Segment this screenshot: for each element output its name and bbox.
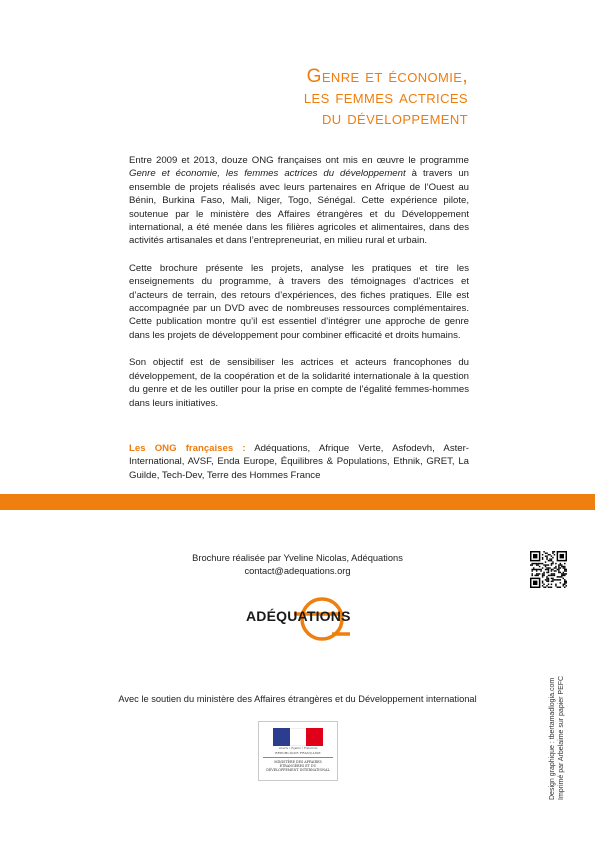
logo-text: ADÉQUATIONS [246,608,351,624]
ministry-name: MINISTÈRE DES AFFAIRES ÉTRANGÈRES ET DU DÉVELOPPEMENT INTERNATIONAL [263,757,333,772]
flag-blue [273,728,290,746]
republic-motto: Liberté • Égalité • Fraternité [278,747,318,750]
print-credit: Imprimé par Arbelaime sur papier PEFC [558,675,565,800]
ministry-logo [258,721,338,781]
paragraph-objective: Son objectif est de sensibiliser les actrices et acteurs francophones du développement, de la coopération et de la solidarité internationale à la question du genre et de les outiller pour la prise en compte de l’égalité femmes-hommes dans leurs initiatives. [129,357,469,409]
paragraph-intro-end: à travers un ensemble de projets réalisés avec leurs partenaires en Afrique de l’Ouest au Bénin, Burkina Faso, Mali, Niger, Togo, Sénégal. Cette expérience pilote, soutenue par le ministère des Affaires étrangères et du Développement international, a été menée dans les filières agricoles et alimentaires, dans des activités artisanales et dans l’entrepreneuriat, en milieu rural et urbain. [129,168,469,247]
flag-red [306,728,323,746]
paragraph-brochure: Cette brochure présente les projets, analyse les pratiques et tire les enseignements du programme, à travers des témoignages d’actrices et d’acteurs de terrain, des retours d’expériences, des fiches pratiques. Elle est accompagnée par un DVD avec de nombreuses ressources complémentaires. Cette publication montre qu’il est essentiel d’intégrer une approche de genre dans les projets de développement pour combiner efficacité et droits humains. [129,262,469,341]
design-credit: Design graphique : tbertamadlogia.com [549,677,556,800]
page-title [304,66,468,129]
title-line-2: les femmes actrices [303,87,468,108]
qr-code-icon[interactable] [530,551,567,588]
ong-names: Adéquations, Afrique Verte, Asfodevh, Aster-International, AVSF, Enda Europe, Équilibres & Populations, Ethnik, GRET, La Guilde, Tech-Dev, Terre des Hommes France [129,442,470,481]
body-text [129,154,469,496]
adequations-logo [240,592,356,644]
republic-name: RÉPUBLIQUE FRANÇAISE [275,751,321,755]
support-statement: Avec le soutien du ministère des Affaires étrangères et du Développement international [118,694,477,704]
vertical-credits [548,660,565,800]
orange-divider-band [0,494,595,510]
paragraph-intro-start: Entre 2009 et 2013, douze ONG françaises ont mis en œuvre le programme [129,155,469,166]
french-flag-icon [273,728,323,746]
contact-email[interactable]: contact@adequations.org [244,565,351,576]
paragraph-intro [129,154,469,248]
ong-list [129,442,469,482]
flag-white [290,728,307,746]
title-line-1: Genre et économie, [306,66,468,87]
credits-block [0,552,595,577]
ong-label: Les ONG françaises : [129,442,246,454]
title-line-3: du développement [321,108,468,129]
author-credit: Brochure réalisée par Yveline Nicolas, Adéquations [192,553,403,563]
program-name: Genre et économie, les femmes actrices du développement [129,168,406,180]
